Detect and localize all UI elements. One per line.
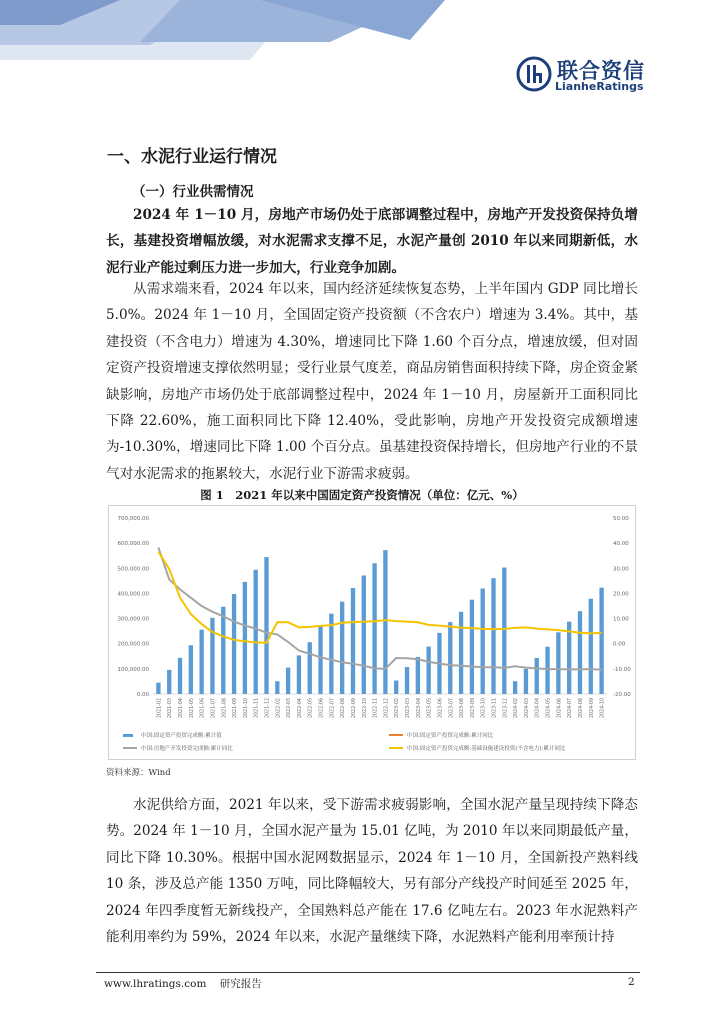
demand-paragraph: 从需求端来看，2024 年以来，国内经济延续恢复态势，上半年国内 GDP 同比增长 5.0%。2024 年 1－10 月，全国固定资产投资额（不含农户）增速为 3.4%。其中，基建投资（不含电力）增速为 4.30%，增速同比下降 1.60 个百分点，增速放缓，但对固定资产投资增速支撑依然明显；受行业景气度差，商品房销售面积持续下降，房企资金紧缺影响，房地产市场仍处于底部调整过程中，2024 年 1－10 月，房屋新开工面积同比下降 22.60%，施工面积同比下降 12.40%，受此影响，房地产开发投资完成额增速为-10.30%，增速同比下降 1.00 个百分点。虽基建投资保持增长，但房地产行业的不景气对水泥需求的拖累较大，水泥行业下游需求疲弱。: [106, 281, 638, 482]
brand-logo-icon: [516, 56, 552, 92]
bar-fixed-asset-investment: [286, 668, 290, 694]
bar-fixed-asset-investment: [470, 600, 474, 694]
x-axis-tick-label: 2023-07: [449, 698, 455, 719]
bar-fixed-asset-investment: [362, 575, 366, 694]
right-axis-tick-label: 0.00: [613, 641, 626, 648]
bar-fixed-asset-investment: [210, 618, 214, 694]
x-axis-tick-label: 2022-06: [319, 698, 325, 719]
supply-paragraph: 水泥供给方面，2021 年以来，受下游需求疲弱影响，全国水泥产量呈现持续下降态势。2024 年 1－10 月，全国水泥产量为 15.01 亿吨，为 2010 年以来同期最低产量，同比下降 10.30%。根据中国水泥网数据显示，2024 年 1－10 月，全国新投产熟料线 10 条，涉及总产能 1350 万吨，同比降幅较大，另有部分产线投产时间延至 2025 年，2024 年四季度暂无新线投产，全国熟料总产能在 17.6 亿吨左右。2023 年水泥熟料产能利用率约为 59%，2024 年以来，水泥产量继续下降，水泥熟料产能利用率预计持: [106, 797, 638, 946]
fixed-asset-investment-chart: [108, 505, 636, 760]
x-axis-tick-label: 2021-11: [254, 698, 260, 719]
subsection-heading: （一）行业供需情况: [132, 184, 254, 200]
bar-fixed-asset-investment: [459, 612, 463, 694]
figure-title: 图 1 2021 年以来中国固定资产投资情况（单位：亿元、%）: [200, 488, 524, 502]
x-axis-tick-label: 2024-04: [535, 698, 541, 719]
x-axis-tick-label: 2024-07: [568, 698, 574, 719]
bar-fixed-asset-investment: [448, 622, 452, 694]
bar-fixed-asset-investment: [275, 681, 279, 694]
left-axis-tick-label: 700,000.00: [117, 516, 149, 522]
bar-fixed-asset-investment: [599, 588, 603, 694]
x-axis-tick-label: 2023-05: [427, 698, 433, 719]
x-axis-tick-label: 2021-02: [157, 698, 163, 719]
x-axis-tick-label: 2021-05: [189, 698, 195, 719]
x-axis-tick-label: 2022-08: [341, 698, 347, 719]
x-axis-tick-label: 2024-05: [546, 698, 552, 719]
right-axis-tick-label: 30.00: [613, 566, 629, 573]
bar-fixed-asset-investment: [199, 630, 203, 694]
bar-fixed-asset-investment: [189, 645, 193, 694]
x-axis-tick-label: 2021-06: [200, 698, 206, 719]
x-axis-tick-label: 2024-03: [524, 698, 530, 719]
x-axis-tick-label: 2021-09: [233, 698, 239, 719]
x-axis-tick-label: 2022-05: [308, 698, 314, 719]
x-axis-tick-label: 2023-12: [503, 698, 509, 719]
bar-fixed-asset-investment: [264, 557, 268, 694]
legend-swatch: [389, 734, 403, 736]
footer-divider: [96, 972, 640, 973]
left-axis-tick-label: 300,000.00: [117, 616, 149, 623]
bar-fixed-asset-investment: [405, 667, 409, 694]
bar-fixed-asset-investment: [513, 681, 517, 694]
bar-fixed-asset-investment: [340, 602, 344, 694]
bar-fixed-asset-investment: [372, 563, 376, 694]
bar-fixed-asset-investment: [297, 655, 301, 694]
x-axis-tick-label: 2022-07: [330, 698, 336, 719]
figure-source: 资料来源：Wind: [106, 768, 171, 778]
left-axis-tick-label: 100,000.00: [117, 666, 149, 673]
bar-fixed-asset-investment: [318, 626, 322, 694]
bar-fixed-asset-investment: [556, 632, 560, 694]
x-axis-tick-label: 2022-02: [276, 698, 282, 719]
left-axis-tick-label: 600,000.00: [117, 541, 149, 548]
bar-fixed-asset-investment: [178, 658, 182, 694]
bar-fixed-asset-investment: [545, 647, 549, 694]
x-axis-tick-label: 2023-11: [492, 698, 498, 719]
bar-fixed-asset-investment: [394, 681, 398, 694]
x-axis-tick-label: 2022-10: [362, 698, 368, 719]
x-axis-tick-label: 2023-03: [406, 698, 412, 719]
left-axis-tick-label: 200,000.00: [117, 641, 149, 648]
x-axis-tick-label: 2021-03: [168, 698, 174, 719]
x-axis-tick-label: 2023-04: [416, 698, 422, 719]
x-axis-tick-label: 2021-10: [243, 698, 249, 719]
bar-fixed-asset-investment: [167, 670, 171, 694]
footer-info: [104, 976, 262, 991]
left-axis-tick-label: 0.00: [136, 692, 149, 698]
right-axis-tick-label: 40.00: [613, 541, 629, 548]
legend-swatch: [389, 747, 403, 749]
footer-url[interactable]: www.lhratings.com: [104, 978, 207, 990]
x-axis-tick-label: 2023-08: [460, 698, 466, 719]
x-axis-tick-label: 2021-07: [211, 698, 217, 719]
bar-fixed-asset-investment: [481, 589, 485, 694]
bar-fixed-asset-investment: [524, 669, 528, 694]
page-number: 2: [628, 976, 635, 988]
bar-fixed-asset-investment: [308, 642, 312, 694]
bar-fixed-asset-investment: [589, 599, 593, 694]
summary-paragraph: 2024 年 1－10 月，房地产市场仍处于底部调整过程中，房地产开发投资保持负增长，基建投资增幅放缓，对水泥需求支撑不足，水泥产量创 2010 年以来同期新低，水泥行业产能过剩压力进一步加大，行业竞争加剧。: [106, 207, 638, 276]
legend-swatch: [123, 734, 133, 737]
x-axis-tick-label: 2022-09: [351, 698, 357, 719]
legend-label: 中国:固定资产投资完成额:累计同比: [407, 733, 494, 739]
x-axis-tick-label: 2024-09: [589, 698, 595, 719]
right-axis-tick-label: 50.00: [613, 516, 629, 522]
bar-fixed-asset-investment: [491, 578, 495, 694]
legend-label: 中国:固定资产投资完成额:基础设施建设投资(不含电力):累计同比: [407, 746, 566, 752]
x-axis-tick-label: 2023-02: [395, 698, 401, 719]
bar-fixed-asset-investment: [535, 658, 539, 694]
section-heading: 一、水泥行业运行情况: [107, 147, 277, 167]
legend-label: 中国:固定资产投资完成额:累计值: [141, 733, 222, 739]
left-axis-tick-label: 500,000.00: [117, 566, 149, 573]
header-banner: [0, 0, 724, 60]
brand-name-cn: 联合资信: [557, 59, 645, 83]
x-axis-tick-label: 2024-02: [514, 698, 520, 719]
x-axis-tick-label: 2022-03: [287, 698, 293, 719]
x-axis-tick-label: 2021-12: [265, 698, 271, 719]
x-axis-tick-label: 2024-06: [557, 698, 563, 719]
x-axis-tick-label: 2023-10: [481, 698, 487, 719]
x-axis-tick-label: 2024-10: [600, 698, 606, 719]
x-axis-tick-label: 2023-09: [470, 698, 476, 719]
footer-doc-type: 研究报告: [219, 978, 262, 990]
bar-fixed-asset-investment: [221, 607, 225, 694]
brand-name-en: LianheRatings: [555, 80, 644, 93]
x-axis-tick-label: 2023-06: [438, 698, 444, 719]
bar-fixed-asset-investment: [383, 550, 387, 694]
left-axis-tick-label: 400,000.00: [117, 591, 149, 598]
bar-fixed-asset-investment: [232, 594, 236, 694]
bar-fixed-asset-investment: [243, 582, 247, 694]
x-axis-tick-label: 2024-08: [578, 698, 584, 719]
x-axis-tick-label: 2022-11: [373, 698, 379, 719]
legend-swatch: [123, 747, 137, 749]
right-axis-tick-label: 10.00: [613, 616, 629, 623]
right-axis-tick-label: -20.00: [613, 692, 631, 698]
x-axis-tick-label: 2022-04: [297, 698, 303, 719]
legend-label: 中国:房地产开发投资完成额:累计同比: [141, 746, 233, 752]
x-axis-tick-label: 2021-08: [222, 698, 228, 719]
right-axis-tick-label: 20.00: [613, 591, 629, 598]
right-axis-tick-label: -10.00: [613, 666, 631, 673]
bar-fixed-asset-investment: [502, 568, 506, 694]
chart-svg: [109, 506, 635, 759]
x-axis-tick-label: 2022-12: [384, 698, 390, 719]
bar-fixed-asset-investment: [426, 647, 430, 694]
bar-fixed-asset-investment: [254, 570, 258, 694]
bar-fixed-asset-investment: [578, 611, 582, 694]
bar-fixed-asset-investment: [156, 683, 160, 694]
bar-fixed-asset-investment: [351, 588, 355, 694]
x-axis-tick-label: 2021-04: [179, 698, 185, 719]
bar-fixed-asset-investment: [416, 657, 420, 694]
